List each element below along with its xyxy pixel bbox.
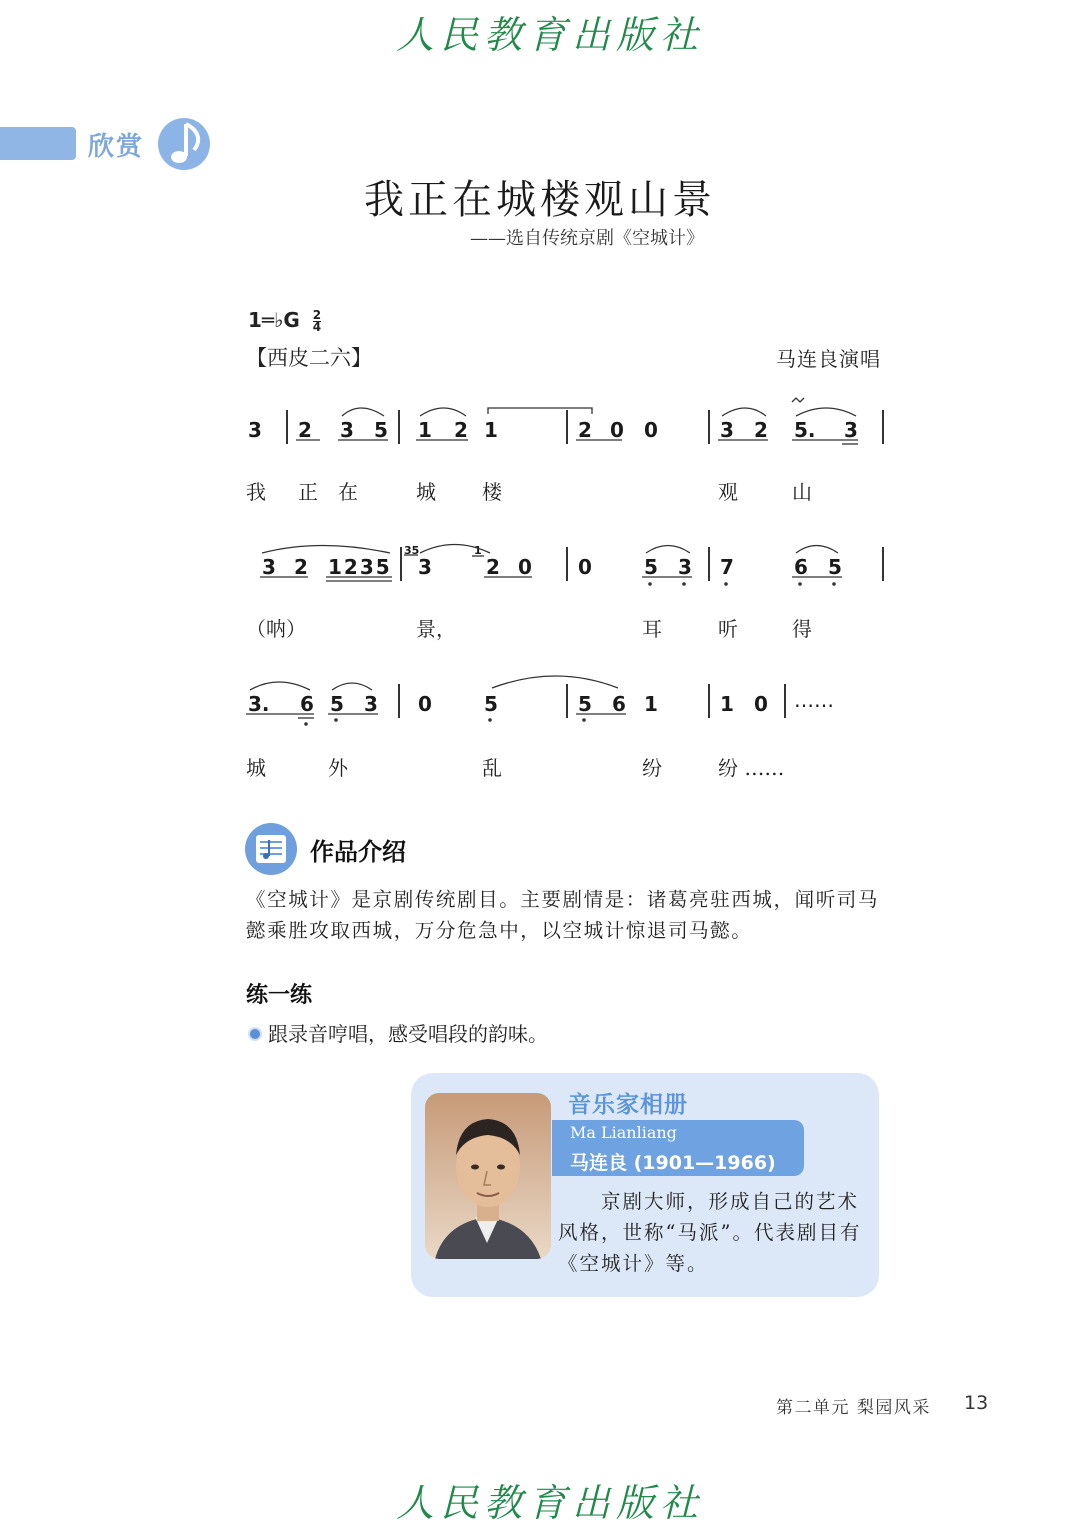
note: 3 bbox=[720, 418, 734, 442]
note: 5 bbox=[484, 692, 498, 716]
note: 3 bbox=[418, 555, 432, 579]
note: 5 bbox=[578, 692, 592, 716]
lyric: 乱 bbox=[482, 756, 502, 780]
lyric: 观 bbox=[718, 480, 738, 504]
note: 1 bbox=[484, 418, 498, 442]
aria-mode: 【西皮二六】 bbox=[246, 346, 372, 370]
note: 3 bbox=[844, 418, 858, 442]
note: 2 bbox=[294, 555, 308, 579]
singer-credit: 马连良演唱 bbox=[776, 347, 881, 371]
time-signature: $\frac{2}{4}$ bbox=[312, 308, 322, 334]
note: 2 bbox=[486, 555, 500, 579]
note: 5. bbox=[794, 418, 816, 442]
practice-item-text: 跟录音哼唱，感受唱段的韵味。 bbox=[268, 1022, 548, 1046]
lyric: 纷 …… bbox=[718, 756, 785, 780]
note: 2 bbox=[578, 418, 592, 442]
portrait-icon bbox=[425, 1093, 551, 1259]
note: 0 bbox=[578, 555, 592, 579]
musician-name-cn: 马连良 (1901—1966) bbox=[570, 1152, 776, 1174]
lyric: 城 bbox=[246, 756, 266, 780]
scroll-music-icon bbox=[244, 822, 298, 876]
practice-item bbox=[248, 1018, 548, 1047]
note: 1 bbox=[418, 418, 432, 442]
note: 2 bbox=[298, 418, 312, 442]
note: 5 bbox=[330, 692, 344, 716]
grace-notes: 35 bbox=[404, 544, 420, 557]
lyric: 纷 bbox=[642, 756, 662, 780]
note: 5 bbox=[828, 555, 842, 579]
bullet-icon bbox=[248, 1027, 262, 1041]
note: 0 bbox=[644, 418, 658, 442]
musician-bio: 京剧大师，形成自己的艺术风格，世称“马派”。代表剧目有《空城计》等。 bbox=[558, 1190, 862, 1275]
grace-note: 1 bbox=[474, 544, 482, 557]
note: 3 bbox=[364, 692, 378, 716]
note: 6 bbox=[794, 555, 808, 579]
lyric: 景， bbox=[416, 617, 456, 641]
musician-album-title: 音乐家相册 bbox=[568, 1092, 688, 1118]
key-value: 1═♭G bbox=[248, 308, 300, 332]
note: 3 bbox=[262, 555, 276, 579]
lyric: 得 bbox=[792, 617, 812, 641]
lyric: 正 bbox=[298, 480, 318, 504]
song-title: 我正在城楼观山景 bbox=[364, 177, 716, 223]
unit-label: 第二单元 梨园风采 bbox=[776, 1398, 931, 1418]
note: 0 bbox=[518, 555, 532, 579]
lyric: 山 bbox=[792, 480, 812, 504]
note: 0 bbox=[418, 692, 432, 716]
song-subtitle: ——选自传统京剧《空城计》 bbox=[470, 228, 704, 249]
note: 6 bbox=[612, 692, 626, 716]
note: 2 bbox=[754, 418, 768, 442]
page-number: 13 bbox=[964, 1392, 989, 1414]
lyric: 我 bbox=[246, 480, 266, 504]
lyric: 听 bbox=[718, 617, 738, 641]
note: 1 bbox=[644, 692, 658, 716]
musician-name-en: Ma Lianliang bbox=[570, 1123, 677, 1142]
intro-heading: 作品介绍 bbox=[310, 838, 406, 866]
note: 5 bbox=[644, 555, 658, 579]
note: 7 bbox=[720, 555, 734, 579]
lyric: 城 bbox=[416, 480, 436, 504]
continuation-dots: …… bbox=[794, 688, 834, 712]
note: 3. bbox=[248, 692, 270, 716]
lyric: （呐） bbox=[246, 617, 306, 641]
lyric: 在 bbox=[338, 480, 358, 504]
note: 6 bbox=[300, 692, 314, 716]
intro-text: 《空城计》是京剧传统剧目。主要剧情是：诸葛亮驻西城，闻听司马懿乘胜攻取西城，万分危急中，以空城计惊退司马懿。 bbox=[246, 888, 880, 942]
note: 3 bbox=[340, 418, 354, 442]
note: 0 bbox=[610, 418, 624, 442]
publisher-logo-bottom: 人民教育出版社 bbox=[396, 1481, 705, 1525]
lyric: 外 bbox=[328, 756, 348, 780]
portrait-photo bbox=[425, 1093, 551, 1259]
lyric: 耳 bbox=[642, 617, 662, 641]
note: 2 bbox=[454, 418, 468, 442]
note: 1 bbox=[720, 692, 734, 716]
lyric: 楼 bbox=[482, 480, 502, 504]
note-group: 1235 bbox=[328, 555, 392, 579]
note: 5 bbox=[374, 418, 388, 442]
note: 3 bbox=[248, 418, 262, 442]
practice-heading: 练一练 bbox=[246, 983, 313, 1008]
note: 0 bbox=[754, 692, 768, 716]
section-banner-label: 欣赏 bbox=[88, 132, 145, 162]
note: 3 bbox=[678, 555, 692, 579]
publisher-logo: 人民教育出版社 bbox=[396, 13, 705, 57]
